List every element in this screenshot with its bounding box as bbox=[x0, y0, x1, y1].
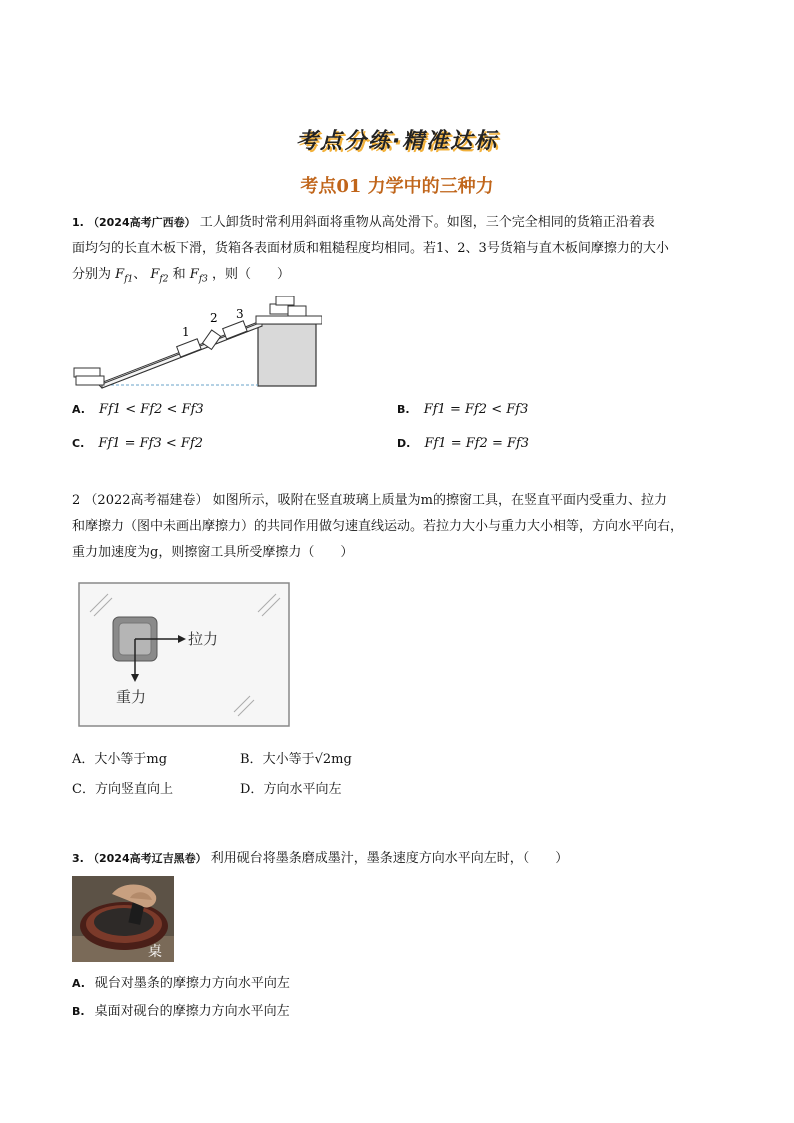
question-1-stem: 1. （2024高考广西卷） 工人卸货时常利用斜面将重物从高处滑下。如图，三个完全相同的货箱正沿着表 面均匀的长直木板下滑，货箱各表面材质和粗糙程度均相同。若1、2、3号货箱与直木板间摩擦力的大小 分别为 $F_{f1}$、 $F_{f2}$ 和 $F_{f3}$ ，则（ ） bbox=[72, 210, 732, 293]
formula-ff1: $F_{f1}$ bbox=[115, 267, 134, 285]
question-2-number: 2 bbox=[72, 493, 81, 508]
banner-title: 考点分练·精准达标 bbox=[295, 129, 499, 154]
question-2-option-d[interactable]: D．方向水平向左 bbox=[240, 782, 342, 797]
question-1-stem-line-2: 面均匀的长直木板下滑，货箱各表面材质和粗糙程度均相同。若1、2、3号货箱与直木板间摩擦力的大小 bbox=[72, 241, 669, 256]
box-label-3: 3 bbox=[236, 307, 244, 321]
box-1 bbox=[177, 339, 201, 357]
pull-force-label: 拉力 bbox=[188, 630, 219, 648]
question-2-stem-line-3: 重力加速度为g，则擦窗工具所受摩擦力（ ） bbox=[72, 545, 354, 560]
question-3-stem-text: 利用砚台将墨条磨成墨汁，墨条速度方向水平向左时，（ ） bbox=[210, 851, 569, 866]
question-3-option-b[interactable]: B. 桌面对砚台的摩擦力方向水平向左 bbox=[72, 1004, 290, 1019]
question-1-number: 1. bbox=[72, 216, 84, 229]
gravity-label: 重力 bbox=[116, 688, 147, 706]
question-1-source: （2024高考广西卷） bbox=[87, 216, 196, 229]
question-3-stem bbox=[72, 846, 732, 872]
question-1-option-b[interactable]: B. Ff1 = Ff2 < Ff3 bbox=[397, 402, 529, 417]
question-1-stem-line-3c: ，则（ ） bbox=[212, 267, 291, 282]
formula-ff2: $F_{f2}$ bbox=[150, 267, 169, 285]
question-2-option-a[interactable]: A．大小等于mg bbox=[72, 752, 168, 767]
question-1-option-c[interactable]: C. Ff1 = Ff3 < Ff2 bbox=[72, 436, 204, 451]
inkstone-photo bbox=[72, 876, 174, 962]
question-3-source: （2024高考辽吉黑卷） bbox=[87, 852, 207, 865]
section-title: 考点01 力学中的三种力 bbox=[300, 176, 494, 197]
box-label-1: 1 bbox=[182, 325, 190, 339]
formula-ff3: $F_{f3}$ bbox=[189, 267, 208, 285]
window-cleaner-figure bbox=[78, 582, 290, 727]
question-1-stem-line-3b: 和 bbox=[172, 267, 186, 282]
question-1-option-d[interactable]: D. Ff1 = Ff2 = Ff3 bbox=[397, 436, 530, 451]
question-2-source: （2022高考福建卷） bbox=[84, 493, 209, 508]
question-1-option-a[interactable]: A. Ff1 < Ff2 < Ff3 bbox=[72, 402, 204, 417]
question-2-stem-line-2: 和摩擦力（图中未画出摩擦力）的共同作用做匀速直线运动。若拉力大小与重力大小相等，方向水平向右， bbox=[72, 519, 684, 534]
question-3-option-a[interactable]: A. 砚台对墨条的摩擦力方向水平向左 bbox=[72, 976, 290, 991]
desk-label: 桌 bbox=[148, 944, 162, 960]
question-3-number: 3. bbox=[72, 852, 84, 865]
box-label-2: 2 bbox=[210, 311, 218, 325]
ramp-figure bbox=[72, 296, 322, 392]
question-2-stem bbox=[72, 488, 732, 566]
question-2-stem-line-1: 如图所示，吸附在竖直玻璃上质量为m的擦窗工具，在竖直平面内受重力、拉力 bbox=[212, 493, 667, 508]
question-1-stem-line-1: 工人卸货时常利用斜面将重物从高处滑下。如图，三个完全相同的货箱正沿着表 bbox=[199, 215, 655, 230]
question-2-option-c[interactable]: C．方向竖直向上 bbox=[72, 782, 173, 797]
box-3 bbox=[223, 321, 247, 339]
question-2-option-b[interactable]: B．大小等于√2mg bbox=[240, 752, 352, 767]
question-1-stem-line-3a: 分别为 bbox=[72, 267, 112, 282]
